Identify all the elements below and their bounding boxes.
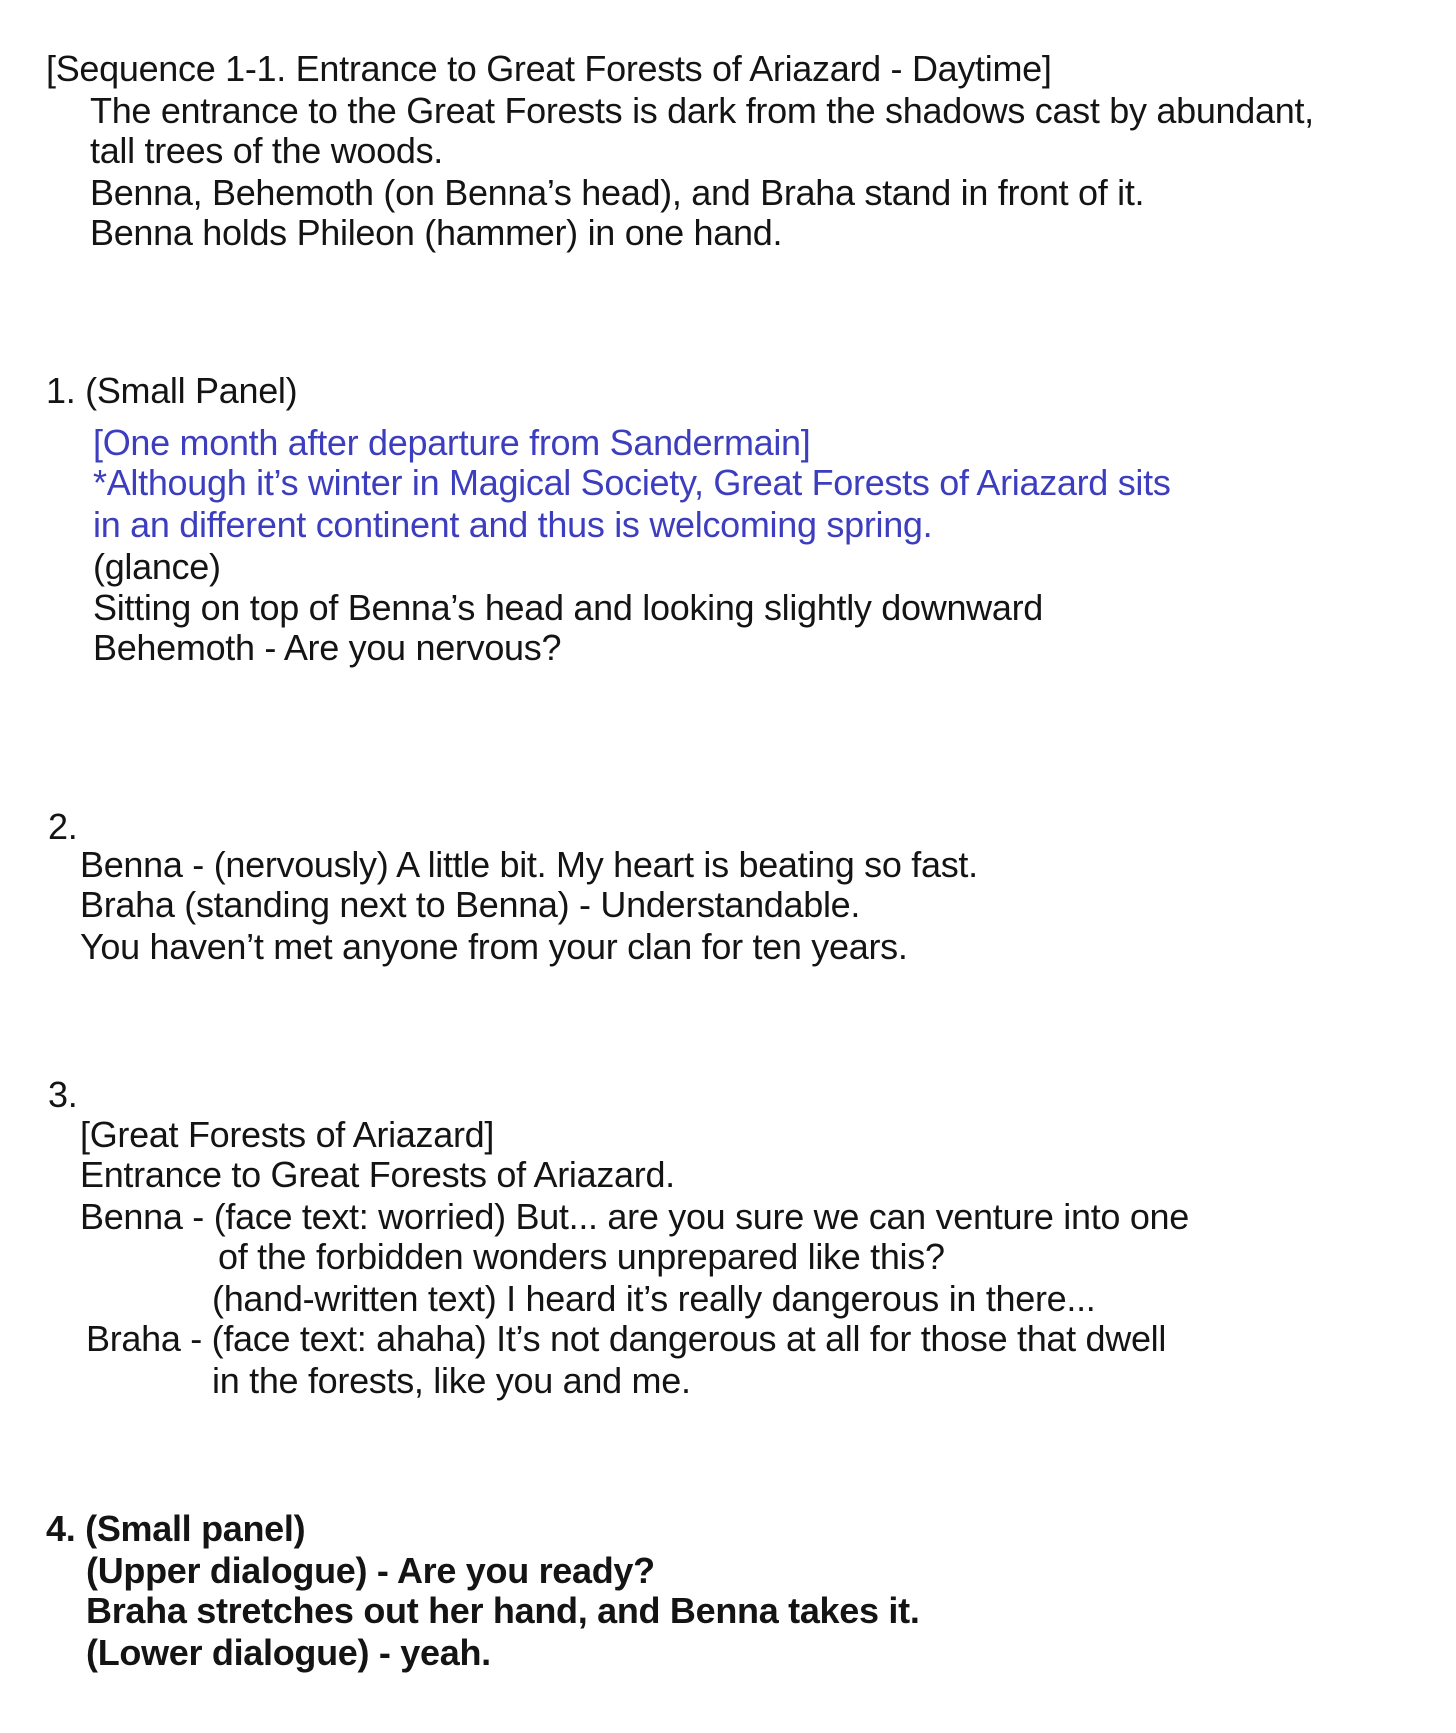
sequence-line: Benna holds Phileon (hammer) in one hand. — [90, 212, 783, 253]
panel-3-line: (hand-written text) I heard it’s really dangerous in there... — [212, 1278, 1096, 1319]
panel-2-line: Braha (standing next to Benna) - Understandable. — [80, 884, 861, 925]
panel-3-line: [Great Forests of Ariazard] — [80, 1114, 495, 1155]
panel-1-line: Behemoth - Are you nervous? — [93, 627, 562, 668]
panel-4-line: Braha stretches out her hand, and Benna takes it. — [86, 1590, 920, 1631]
panel-3-label: 3. — [48, 1074, 78, 1115]
panel-4-line: (Upper dialogue) - Are you ready? — [86, 1550, 655, 1591]
panel-2-line: You haven’t met anyone from your clan for ten years. — [80, 926, 908, 967]
panel-3-line: Benna - (face text: worried) But... are you sure we can venture into one — [80, 1196, 1189, 1237]
panel-4-line: (Lower dialogue) - yeah. — [86, 1632, 491, 1673]
panel-3-line: of the forbidden wonders unprepared like this? — [218, 1236, 945, 1277]
sequence-heading: [Sequence 1-1. Entrance to Great Forests of Ariazard - Daytime] — [46, 48, 1052, 89]
panel-1-caption: [One month after departure from Sandermain] — [93, 422, 811, 463]
sequence-line: Benna, Behemoth (on Benna’s head), and Braha stand in front of it. — [90, 172, 1145, 213]
panel-3-line: in the forests, like you and me. — [212, 1360, 691, 1401]
panel-1-line: Sitting on top of Benna’s head and looking slightly downward — [93, 587, 1043, 628]
sequence-line: The entrance to the Great Forests is dark from the shadows cast by abundant, — [90, 90, 1314, 131]
panel-4-label: 4. (Small panel) — [46, 1508, 306, 1549]
panel-3-line: Entrance to Great Forests of Ariazard. — [80, 1154, 675, 1195]
panel-3-line: Braha - (face text: ahaha) It’s not dangerous at all for those that dwell — [86, 1318, 1167, 1359]
sequence-line: tall trees of the woods. — [90, 130, 443, 171]
panel-2-label: 2. — [48, 806, 78, 847]
panel-2-line: Benna - (nervously) A little bit. My heart is beating so fast. — [80, 844, 978, 885]
panel-1-caption: *Although it’s winter in Magical Society, Great Forests of Ariazard sits — [93, 462, 1171, 503]
panel-1-label: 1. (Small Panel) — [46, 370, 298, 411]
panel-1-caption: in an different continent and thus is welcoming spring. — [93, 504, 933, 545]
panel-1-line: (glance) — [93, 546, 221, 587]
